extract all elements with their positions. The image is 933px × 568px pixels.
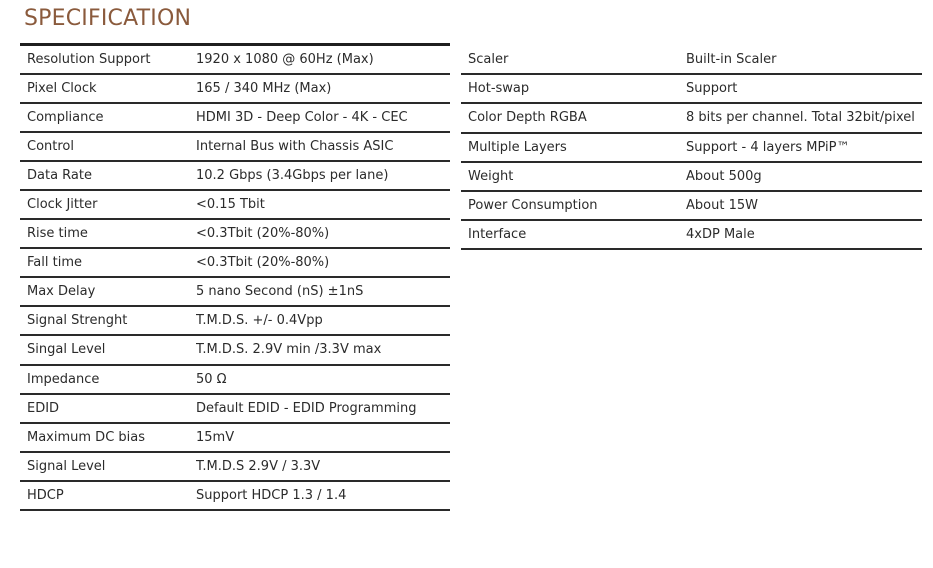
spec-value: 5 nano Second (nS) ±1nS xyxy=(196,284,364,300)
spec-label: Control xyxy=(27,139,74,155)
table-row xyxy=(20,482,450,511)
spec-value: Support xyxy=(686,81,738,97)
spec-value: Internal Bus with Chassis ASIC xyxy=(196,139,394,155)
spec-value: Support HDCP 1.3 / 1.4 xyxy=(196,487,347,503)
spec-label: Pixel Clock xyxy=(27,81,97,97)
spec-label: Hot-swap xyxy=(468,81,530,97)
table-row xyxy=(20,453,450,482)
spec-label: Color Depth RGBA xyxy=(468,110,587,126)
spec-value: Built-in Scaler xyxy=(686,52,777,68)
spec-value: 50 Ω xyxy=(196,371,227,387)
spec-label: Signal Strenght xyxy=(27,313,128,329)
spec-value: Support - 4 layers MPiP™ xyxy=(686,139,850,155)
table-row xyxy=(461,75,922,104)
spec-label: Data Rate xyxy=(27,168,92,184)
spec-label: Signal Level xyxy=(27,458,106,474)
table-row xyxy=(461,163,922,192)
spec-label: Multiple Layers xyxy=(468,139,567,155)
table-row xyxy=(20,278,450,307)
table-row xyxy=(461,46,922,75)
spec-value: 165 / 340 MHz (Max) xyxy=(196,81,332,97)
table-row xyxy=(20,424,450,453)
table-row xyxy=(461,134,922,163)
table-row xyxy=(20,104,450,133)
spec-value: <0.15 Tbit xyxy=(196,197,265,213)
left-spec-table xyxy=(20,43,450,511)
table-row xyxy=(20,220,450,249)
spec-value: 10.2 Gbps (3.4Gbps per lane) xyxy=(196,168,389,184)
spec-value: <0.3Tbit (20%-80%) xyxy=(196,255,330,271)
table-row xyxy=(20,46,450,75)
spec-label: Impedance xyxy=(27,371,100,387)
spec-value: T.M.D.S 2.9V / 3.3V xyxy=(196,458,321,474)
table-row xyxy=(20,249,450,278)
spec-label: Resolution Support xyxy=(27,52,151,68)
spec-label: Fall time xyxy=(27,255,82,271)
right-spec-table xyxy=(461,46,922,250)
spec-label: Rise time xyxy=(27,226,88,242)
spec-label: Scaler xyxy=(468,52,509,68)
spec-value: 1920 x 1080 @ 60Hz (Max) xyxy=(196,52,374,68)
spec-label: Interface xyxy=(468,227,527,243)
spec-value: Default EDID - EDID Programming xyxy=(196,400,417,416)
spec-value: <0.3Tbit (20%-80%) xyxy=(196,226,330,242)
table-row xyxy=(20,162,450,191)
table-row xyxy=(461,104,922,133)
spec-value: HDMI 3D - Deep Color - 4K - CEC xyxy=(196,110,408,126)
spec-value: T.M.D.S. +/- 0.4Vpp xyxy=(196,313,323,329)
table-row xyxy=(461,221,922,250)
spec-label: Maximum DC bias xyxy=(27,429,146,445)
spec-value: About 500g xyxy=(686,168,762,184)
table-row xyxy=(461,192,922,221)
table-row xyxy=(20,75,450,104)
table-row xyxy=(20,307,450,336)
spec-label: Singal Level xyxy=(27,342,106,358)
spec-label: Max Delay xyxy=(27,284,96,300)
spec-value: 4xDP Male xyxy=(686,227,755,243)
spec-label: HDCP xyxy=(27,487,64,503)
spec-value: 15mV xyxy=(196,429,235,445)
table-row xyxy=(20,395,450,424)
table-row xyxy=(20,366,450,395)
spec-value: 8 bits per channel. Total 32bit/pixel xyxy=(686,110,915,126)
spec-label: Clock Jitter xyxy=(27,197,98,213)
spec-value: T.M.D.S. 2.9V min /3.3V max xyxy=(196,342,382,358)
spec-value: About 15W xyxy=(686,198,758,214)
spec-label: Power Consumption xyxy=(468,198,598,214)
table-row xyxy=(20,191,450,220)
table-row xyxy=(20,336,450,365)
page-title: SPECIFICATION xyxy=(24,6,192,31)
spec-label: EDID xyxy=(27,400,60,416)
spec-label: Compliance xyxy=(27,110,104,126)
spec-label: Weight xyxy=(468,168,514,184)
table-row xyxy=(20,133,450,162)
